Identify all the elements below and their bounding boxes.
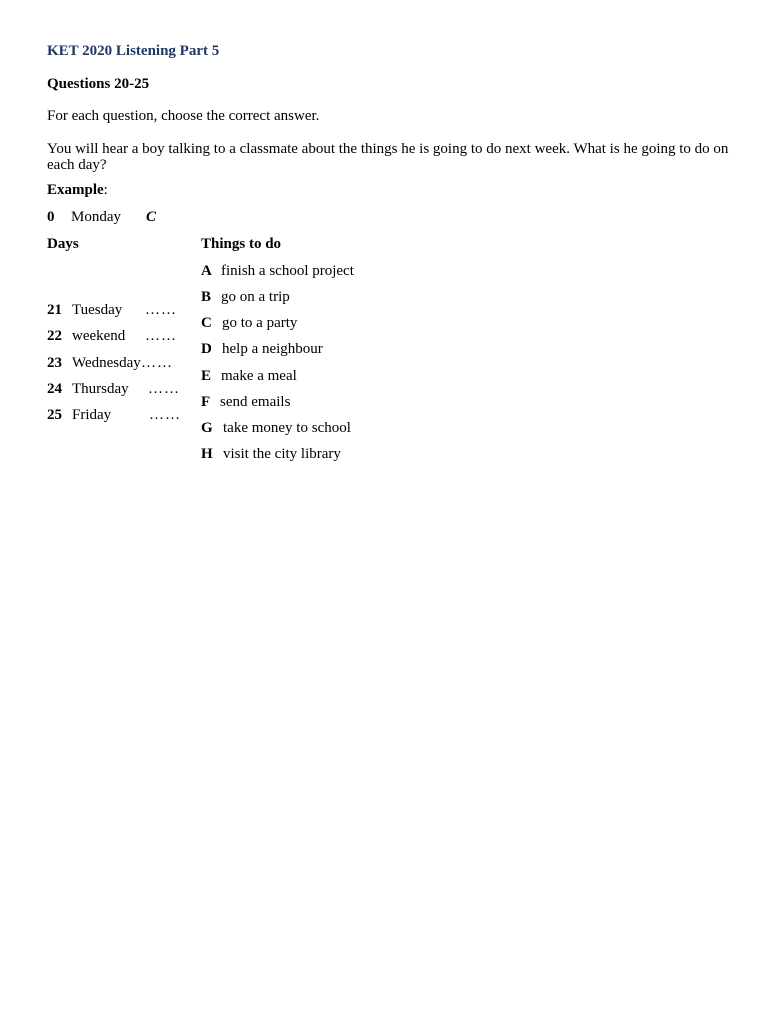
question-day: weekend xyxy=(72,328,126,344)
scenario-text: You will hear a boy talking to a classmate about the things he is going to do next week. What is he going to do on each day? xyxy=(47,141,729,173)
instruction-text: For each question, choose the correct answer. xyxy=(47,108,320,124)
question-day: Wednesday xyxy=(72,355,141,371)
option-letter: C xyxy=(201,315,212,331)
question-number: 23 xyxy=(47,355,62,371)
option-letter: H xyxy=(201,446,213,462)
example-number: 0 xyxy=(47,209,55,225)
option-letter: D xyxy=(201,341,212,357)
answer-blank[interactable]: …… xyxy=(141,355,173,371)
option-letter: A xyxy=(201,263,212,279)
answer-blank[interactable]: …… xyxy=(145,328,177,344)
option-text: visit the city library xyxy=(223,446,341,462)
answer-blank[interactable]: …… xyxy=(145,302,177,318)
answer-blank[interactable]: …… xyxy=(149,407,181,423)
option-text: help a neighbour xyxy=(222,341,323,357)
things-heading: Things to do xyxy=(201,236,282,252)
questions-range: Questions 20-25 xyxy=(47,76,150,92)
example-colon: : xyxy=(103,182,108,198)
option-letter: E xyxy=(201,368,212,384)
answer-blank[interactable]: …… xyxy=(148,381,180,397)
question-number: 21 xyxy=(47,302,62,318)
option-text: go to a party xyxy=(222,315,298,331)
example-label: Example xyxy=(47,182,104,198)
example-day: Monday xyxy=(71,209,121,225)
option-text: make a meal xyxy=(221,368,297,384)
document-title: KET 2020 Listening Part 5 xyxy=(47,43,220,59)
option-letter: F xyxy=(201,394,211,410)
option-letter: G xyxy=(201,420,213,436)
example-heading xyxy=(47,182,108,199)
option-text: finish a school project xyxy=(221,263,354,279)
question-day: Thursday xyxy=(72,381,129,397)
question-number: 25 xyxy=(47,407,62,423)
question-number: 24 xyxy=(47,381,62,397)
question-number: 22 xyxy=(47,328,62,344)
days-heading: Days xyxy=(47,236,79,252)
option-text: go on a trip xyxy=(221,289,290,305)
question-day: Tuesday xyxy=(72,302,123,318)
option-letter: B xyxy=(201,289,212,305)
example-answer: C xyxy=(146,209,157,225)
question-day: Friday xyxy=(72,407,112,423)
option-text: send emails xyxy=(220,394,291,410)
option-text: take money to school xyxy=(223,420,351,436)
